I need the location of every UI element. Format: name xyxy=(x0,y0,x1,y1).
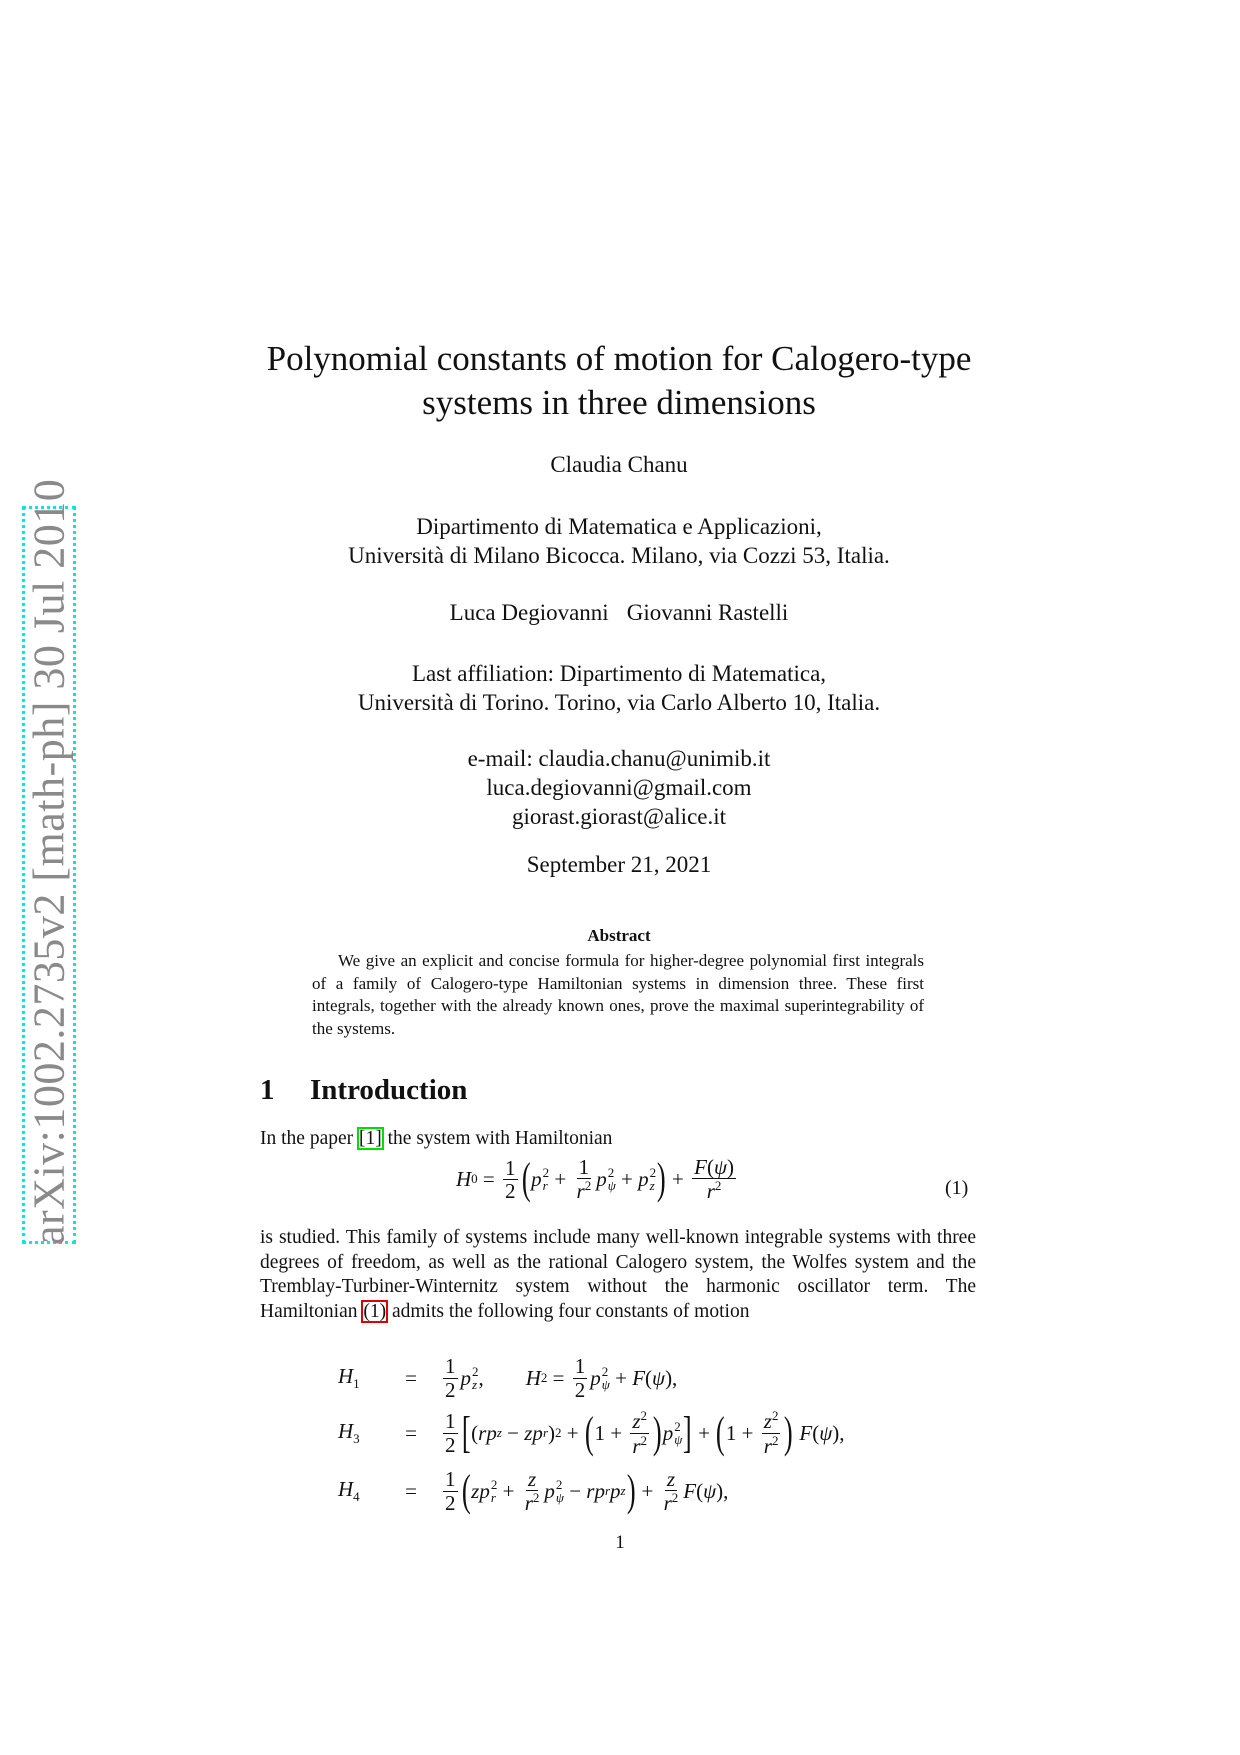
equation-h3: $H_3$ = $\frac{1}{2}$ [ ( rp z − zp r ) 2 + ( 1 + $\frac{z^2}{r^2}$ ) p 2 ψ ] + ( 1 + $\frac{z^2}{r^2}$ ) F ( ψ ), xyxy=(338,1408,845,1458)
affiliation-torino-line-2: Università di Torino. Torino, via Carlo Alberto 10, Italia. xyxy=(357,690,881,715)
author-luca-degiovanni: Luca Degiovanni xyxy=(449,600,609,625)
arxiv-identifier: arXiv:1002.2735v2 [math-ph] 30 Jul 2010 xyxy=(24,478,74,1245)
paper-date: September 21, 2021 xyxy=(526,852,712,877)
text: is studied. This family of systems include many well-known integrable systems with three degrees of freedom, as well as the rational Calogero system, the Wolfes system and the Tremblay-Turbiner-Winternitz system without the harmonic oscillator term. The Hamiltonian xyxy=(260,1227,976,1322)
affiliation-torino-line-1: Last affiliation: Dipartimento di Matematica, xyxy=(411,661,827,686)
author-giovanni-rastelli: Giovanni Rastelli xyxy=(626,600,789,625)
equation-ref-link-1[interactable]: (1) xyxy=(363,1300,387,1322)
affiliation-torino xyxy=(260,659,978,717)
affiliation-milano xyxy=(260,512,978,570)
title-line-2: systems in three dimensions xyxy=(422,383,816,422)
text: In the paper xyxy=(260,1128,358,1149)
paper-title xyxy=(260,337,978,425)
section-title: Introduction xyxy=(310,1074,468,1106)
intro-paragraph-2 xyxy=(260,1226,976,1324)
author-claudia-chanu: Claudia Chanu xyxy=(550,452,688,477)
title-line-1: Polynomial constants of motion for Calogero-type xyxy=(266,339,972,378)
equation-1: H 0 = $\frac{1}{2}$ ( p 2 r + $\frac{1}{r^2}$ p 2 ψ + p 2 z ) + $\frac{F(\psi)}{r^2}$ xyxy=(456,1154,734,1204)
section-number: 1 xyxy=(260,1074,275,1106)
affiliation-milano-line-1: Dipartimento di Matematica e Applicazioni, xyxy=(416,514,822,539)
citation-link-1[interactable]: [1] xyxy=(359,1128,382,1149)
email-giovanni: giorast.giorast@alice.it xyxy=(511,804,727,829)
page-number: 1 xyxy=(615,1532,625,1553)
intro-paragraph-1 xyxy=(260,1127,976,1152)
text: the system with Hamiltonian xyxy=(382,1128,613,1149)
equation-number-1: (1) xyxy=(945,1177,969,1199)
abstract-body: We give an explicit and concise formula for higher-degree polynomial first integrals of a family of Calogero-type Hamiltonian systems in dimension three. These first integrals, together with the already known ones, prove the maximal superintegrability of the systems. xyxy=(312,951,924,1038)
equation-h1-h2: $H_1$ = $\frac{1}{2}$ p 2 z , H 2 = $\frac{1}{2}$ p 2 ψ + F ( ψ ), xyxy=(338,1354,678,1402)
equation-h4: $H_4$ = $\frac{1}{2}$ ( zp 2 r + $\frac{z}{r^2}$ p 2 ψ − rp r p z ) + $\frac{z}{r^2}$ F ( ψ ), xyxy=(338,1466,729,1515)
section-heading-introduction xyxy=(260,1074,467,1107)
email-luca: luca.degiovanni@gmail.com xyxy=(486,775,752,800)
email-claudia: e-mail: claudia.chanu@unimib.it xyxy=(467,746,771,771)
text: admits the following four constants of motion xyxy=(387,1300,750,1322)
abstract-heading: Abstract xyxy=(587,926,651,945)
affiliation-milano-line-2: Università di Milano Bicocca. Milano, via Cozzi 53, Italia. xyxy=(348,543,890,568)
authors-second-line xyxy=(260,600,978,626)
email-block xyxy=(260,744,978,831)
